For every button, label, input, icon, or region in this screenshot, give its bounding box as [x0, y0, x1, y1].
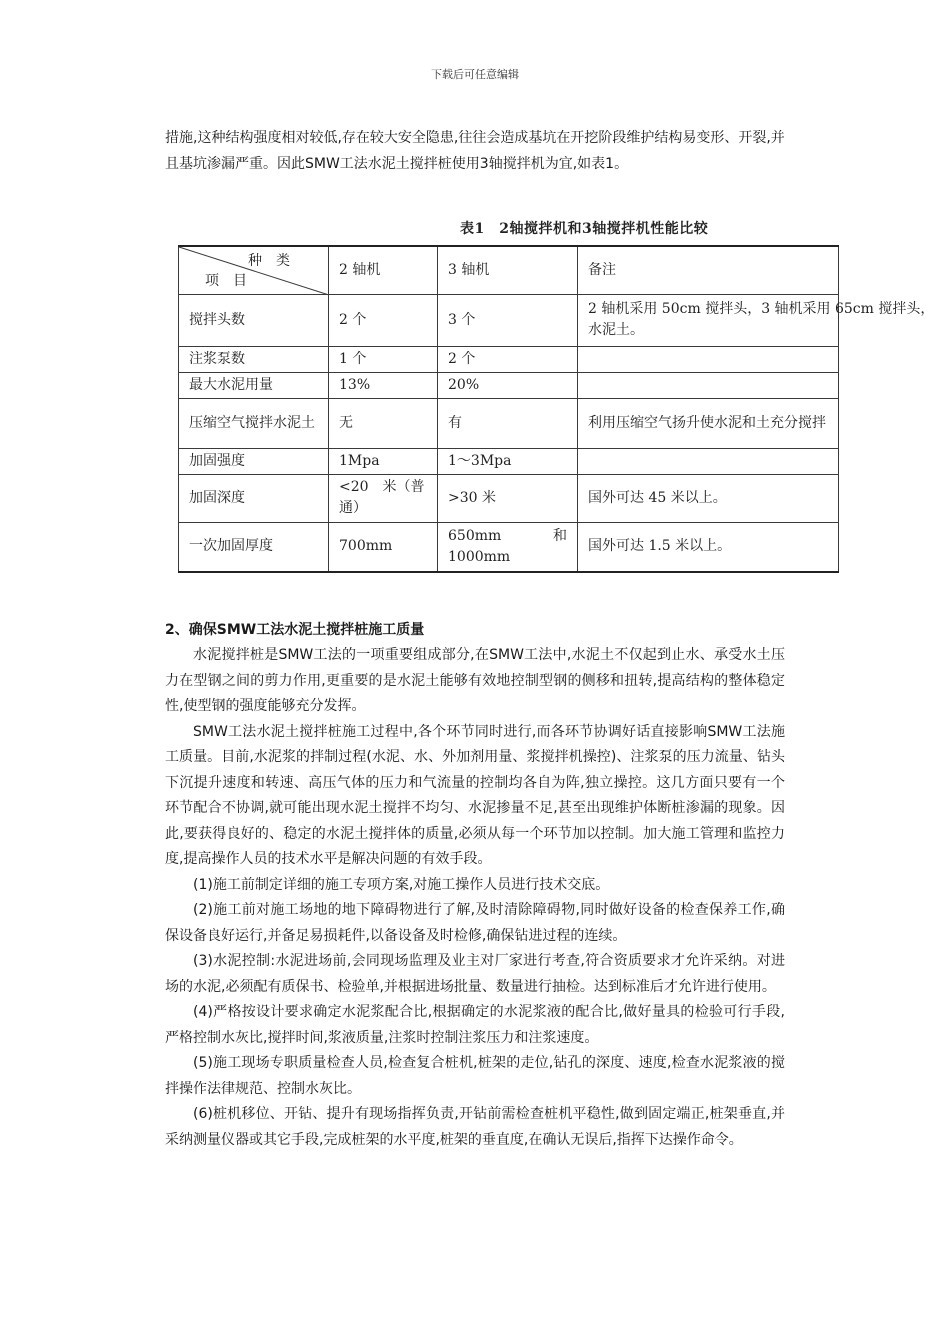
diagonal-header-cell	[179, 246, 329, 294]
body-paragraph: (5)施工现场专职质量检查人员,检查复合桩机,桩架的走位,钻孔的深度、速度,检查水泥浆液的搅拌操作法律规范、控制水灰比。	[165, 1055, 785, 1097]
body-paragraph: 水泥搅拌桩是SMW工法的一项重要组成部分,在SMW工法中,水泥土不仅起到止水、承受水土压力在型钢之间的剪力作用,更重要的是水泥土能够有效地控制型钢的侧移和扭转,提高结构的整体稳定性,使型钢的强度能够充分发挥。	[165, 647, 785, 714]
page-header: 下载后可任意编辑	[431, 68, 519, 81]
header-item: 项目	[205, 272, 261, 289]
cell-3axis: >30 米	[438, 474, 578, 522]
row-item: 加固强度	[179, 448, 329, 474]
table-row	[179, 346, 839, 372]
cell-note: 利用压缩空气扬升使水泥和土充分搅拌	[578, 398, 839, 448]
column-header-2axis: 2 轴机	[329, 246, 438, 294]
cell-note	[578, 448, 839, 474]
row-item: 压缩空气搅拌水泥土	[179, 398, 329, 448]
body-paragraph: (6)桩机移位、开钻、提升有现场指挥负责,开钻前需检查桩机平稳性,做到固定端正,桩架垂直,并采纳测量仪器或其它手段,完成桩架的水平度,桩架的垂直度,在确认无误后,指挥下达操作命令。	[165, 1106, 785, 1148]
body-paragraph: (4)严格按设计要求确定水泥浆配合比,根据确定的水泥浆液的配合比,做好量具的检验可行手段,严格控制水灰比,搅拌时间,浆液质量,注浆时控制注浆压力和注浆速度。	[165, 1004, 785, 1046]
cell-3axis: 2 个	[438, 346, 578, 372]
row-item: 加固深度	[179, 474, 329, 522]
cell-2axis: 700mm	[329, 522, 438, 572]
table-row	[179, 522, 839, 572]
section-heading: 2、确保SMW工法水泥土搅拌桩施工质量	[165, 622, 425, 638]
body-paragraph: (1)施工前制定详细的施工专项方案,对施工操作人员进行技术交底。	[193, 876, 610, 893]
row-item: 最大水泥用量	[179, 372, 329, 398]
cell-2axis: 1 个	[329, 346, 438, 372]
cell-3axis: 有	[438, 398, 578, 448]
row-item: 一次加固厚度	[179, 522, 329, 572]
cell-2axis: 2 个	[329, 294, 438, 346]
intro-paragraph: 措施,这种结构强度相对较低,存在较大安全隐患,往往会造成基坑在开挖阶段维护结构易变形、开裂,并且基坑渗漏严重。因此SMW工法水泥土搅拌桩使用3轴搅拌机为宜,如表1。	[165, 130, 785, 172]
cell-3axis	[438, 522, 578, 572]
cell-2axis: 13%	[329, 372, 438, 398]
cell-3axis-line	[448, 526, 567, 547]
cell-note: 国外可达 45 米以上。	[578, 474, 839, 522]
cell-3axis-value: 650mm	[448, 527, 502, 544]
table-row	[179, 294, 839, 346]
table-caption: 表1 2轴搅拌机和3轴搅拌机性能比较	[460, 221, 709, 237]
note-line: 2 轴机采用 50cm 搅拌头，3 轴机采用 65cm 搅拌头，	[588, 301, 935, 317]
cell-note	[578, 346, 839, 372]
body-paragraph: (3)水泥控制:水泥进场前,会同现场监理及业主对厂家进行考查,符合资质要求才允许采纳。对进场的水泥,必须配有质保书、检验单,并根据进场批量、数量进行抽检。达到标准后才允许进行使用。	[165, 953, 785, 995]
body-paragraph: SMW工法水泥土搅拌桩施工过程中,各个环节同时进行,而各环节协调好话直接影响SMW工法施工质量。目前,水泥浆的拌制过程(水泥、水、外加剂用量、浆搅拌机操控)、注浆泵的压力流量、钻头下沉提升速度和转速、高压气体的压力和气流量的控制均各自为阵,独立操控。这几方面只要有一个环节配合不协调,就可能出现水泥土搅拌不均匀、水泥掺量不足,甚至出现维护体断桩渗漏的现象。因此,要获得良好的、稳定的水泥土搅拌体的质量,必须从每一个环节加以控制。加大施工管理和监控力度,提高操作人员的技术水平是解决问题的有效手段。	[165, 723, 785, 867]
cell-note: 国外可达 1.5 米以上。	[578, 522, 839, 572]
table-row	[179, 448, 839, 474]
comparison-table	[178, 245, 935, 573]
cell-2axis: 无	[329, 398, 438, 448]
row-item: 搅拌头数	[179, 294, 329, 346]
quality-section	[165, 617, 785, 1153]
column-header-notes: 备注	[578, 246, 839, 294]
table-row	[179, 372, 839, 398]
body-paragraph: (2)施工前对施工场地的地下障碍物进行了解,及时清除障碍物,同时做好设备的检查保养工作,确保设备良好运行,并备足易损耗件,以备设备及时检修,确保钻进过程的连续。	[165, 902, 785, 944]
cell-2axis: <20 米（普通）	[329, 474, 438, 522]
column-header-3axis: 3 轴机	[438, 246, 578, 294]
table-row	[179, 398, 839, 448]
cell-3axis: 1～3Mpa	[438, 448, 578, 474]
cell-3axis-conjunction: 和	[553, 527, 567, 544]
table-header-row	[179, 246, 839, 294]
table-row	[179, 474, 839, 522]
comparison-table-figure	[178, 218, 935, 568]
cell-note	[578, 372, 839, 398]
cell-3axis: 20%	[438, 372, 578, 398]
cell-3axis-value: 1000mm	[448, 548, 511, 565]
cell-3axis: 3 个	[438, 294, 578, 346]
header-kind: 种类	[248, 253, 304, 269]
cell-2axis: 1Mpa	[329, 448, 438, 474]
note-line: 水泥土。	[588, 322, 644, 338]
cell-note	[578, 294, 935, 346]
row-item: 注浆泵数	[179, 346, 329, 372]
